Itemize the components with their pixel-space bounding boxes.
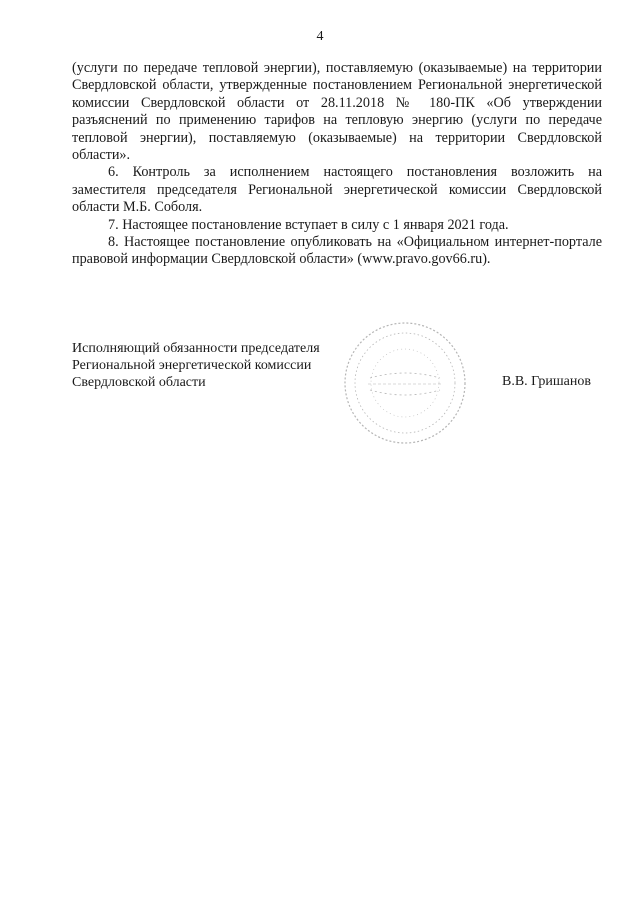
paragraph-8: 8. Настоящее постановление опубликовать на «Официальном интернет-портале правовой информации Свердловской области» (www.pravo.gov66.ru).: [72, 234, 602, 268]
paragraph-7: 7. Настоящее постановление вступает в силу с 1 января 2021 года.: [108, 216, 509, 233]
document-body: [72, 60, 602, 269]
position-line: Региональной энергетической комиссии: [72, 358, 312, 373]
signatory-position: [72, 340, 372, 391]
position-line: Исполняющий обязанности председателя: [72, 341, 320, 356]
paragraph-6: 6. Контроль за исполнением настоящего постановления возложить на заместителя председателя Региональной энергетической комиссии Свердловской области М.Б. Соболя.: [72, 164, 602, 216]
paragraph-continuation: (услуги по передаче тепловой энергии), поставляемую (оказываемые) на территории Свердловской области, утвержденные постановлением Региональной энергетической комиссии Свердловской области от 28.11.2018 № 180-ПК «Об утверждении разъяснений по применению тарифов на тепловую энергию (услуги по передаче тепловой энергии), поставляемую (оказываемые) на территории Свердловской области».: [72, 60, 602, 164]
signer-name: В.В. Гришанов: [502, 374, 591, 389]
page-number: 4: [316, 29, 324, 44]
position-line: Свердловской области: [72, 375, 206, 390]
official-seal-icon: [340, 318, 470, 448]
